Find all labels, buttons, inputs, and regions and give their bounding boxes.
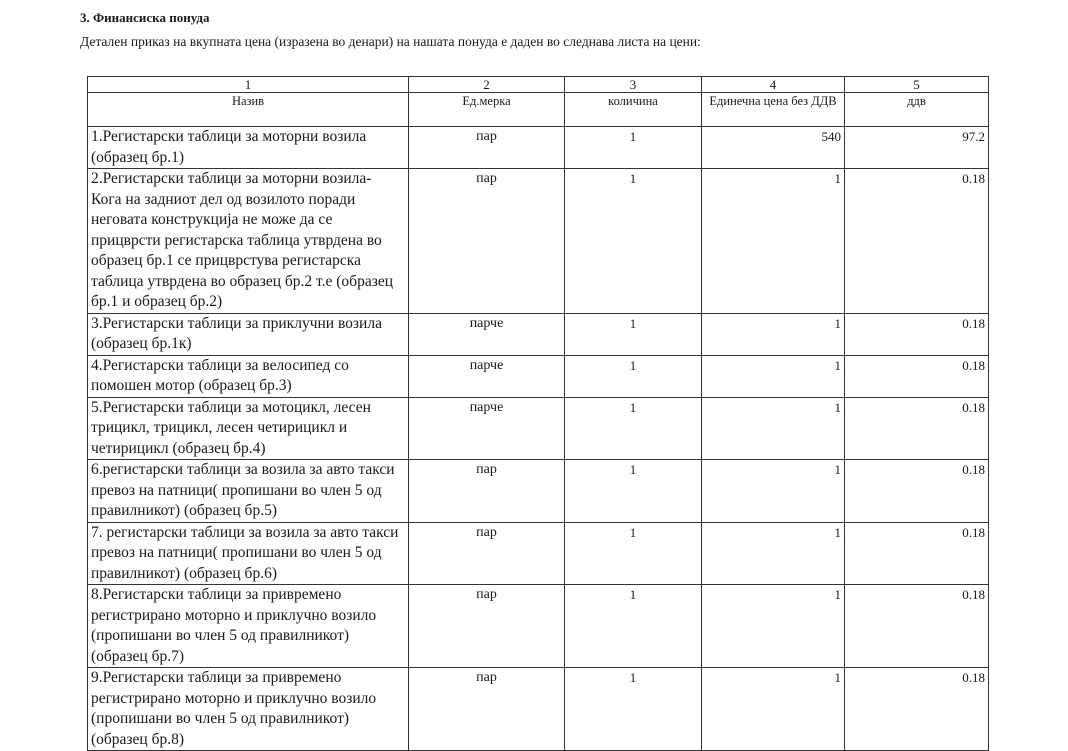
unit-of-measure: пар [409, 127, 565, 169]
unit-price: 1 [702, 313, 845, 355]
price-list-table [87, 76, 989, 751]
vat: 0.18 [845, 169, 989, 314]
vat: 0.18 [845, 460, 989, 523]
unit-of-measure: парче [409, 313, 565, 355]
header-unit-price: Единечна цена без ДДВ [702, 93, 845, 127]
vat: 0.18 [845, 585, 989, 668]
section-heading: 3. Финансиска понуда [80, 10, 210, 25]
unit-of-measure: пар [409, 169, 565, 314]
quantity: 1 [565, 668, 702, 751]
item-name: 6.регистарски таблици за возила за авто такси превоз на патници( пропишани во член 5 од правилникот) (образец бр.5) [88, 460, 409, 523]
unit-price: 1 [702, 460, 845, 523]
vat: 0.18 [845, 668, 989, 751]
quantity: 1 [565, 585, 702, 668]
unit-price: 1 [702, 355, 845, 397]
item-name: 1.Регистарски таблици за моторни возила (образец бр.1) [88, 127, 409, 169]
item-name: 5.Регистарски таблици за мотоцикл, лесен трицикл, трицикл, лесен четирицикл и четирицикл (образец бр.4) [88, 397, 409, 460]
quantity: 1 [565, 522, 702, 585]
vat: 97.2 [845, 127, 989, 169]
unit-price: 1 [702, 397, 845, 460]
vat: 0.18 [845, 397, 989, 460]
table-row [88, 668, 989, 751]
unit-price: 1 [702, 522, 845, 585]
vat: 0.18 [845, 522, 989, 585]
unit-of-measure: пар [409, 585, 565, 668]
quantity: 1 [565, 313, 702, 355]
item-name: 9.Регистарски таблици за привремено регистрирано моторно и приклучно возило (пропишани во член 5 од правилникот) (образец бр.8) [88, 668, 409, 751]
table-row [88, 585, 989, 668]
table-row [88, 127, 989, 169]
table-row [88, 313, 989, 355]
table-row [88, 397, 989, 460]
unit-price: 540 [702, 127, 845, 169]
table-row [88, 522, 989, 585]
header-name: Назив [88, 93, 409, 127]
column-number: 2 [409, 77, 565, 93]
quantity: 1 [565, 169, 702, 314]
quantity: 1 [565, 460, 702, 523]
quantity: 1 [565, 355, 702, 397]
table-row [88, 169, 989, 314]
vat: 0.18 [845, 355, 989, 397]
unit-of-measure: пар [409, 460, 565, 523]
header-unit: Ед.мерка [409, 93, 565, 127]
item-name: 7. регистарски таблици за возила за авто такси превоз на патници( пропишани во член 5 од правилникот) (образец бр.6) [88, 522, 409, 585]
quantity: 1 [565, 127, 702, 169]
unit-of-measure: пар [409, 522, 565, 585]
item-name: 8.Регистарски таблици за привремено регистрирано моторно и приклучно возило (пропишани во член 5 од правилникот) (образец бр.7) [88, 585, 409, 668]
column-number: 4 [702, 77, 845, 93]
quantity: 1 [565, 397, 702, 460]
unit-of-measure: парче [409, 355, 565, 397]
unit-price: 1 [702, 169, 845, 314]
unit-price: 1 [702, 585, 845, 668]
unit-price: 1 [702, 668, 845, 751]
table-row [88, 355, 989, 397]
column-number: 5 [845, 77, 989, 93]
table-row [88, 460, 989, 523]
column-number: 3 [565, 77, 702, 93]
item-name: 2.Регистарски таблици за моторни возила- Кога на задниот дел од возилото поради неговата конструкција не може да се прицврсти регистарска таблица утврдена во образец бр.1 се прицврстува регистарска таблица утврдена во образец бр.2 т.е (образец бр.1 и образец бр.2) [88, 169, 409, 314]
column-number: 1 [88, 77, 409, 93]
unit-of-measure: пар [409, 668, 565, 751]
unit-of-measure: парче [409, 397, 565, 460]
header-vat: ддв [845, 93, 989, 127]
item-name: 4.Регистарски таблици за велосипед со помошен мотор (образец бр.3) [88, 355, 409, 397]
column-number-row [88, 77, 989, 93]
header-row [88, 93, 989, 127]
header-quantity: количина [565, 93, 702, 127]
vat: 0.18 [845, 313, 989, 355]
item-name: 3.Регистарски таблици за приклучни возила (образец бр.1к) [88, 313, 409, 355]
intro-text: Детален приказ на вкупната цена (изразена во денари) на нашата понуда е даден во следнава листа на цени: [80, 34, 701, 49]
